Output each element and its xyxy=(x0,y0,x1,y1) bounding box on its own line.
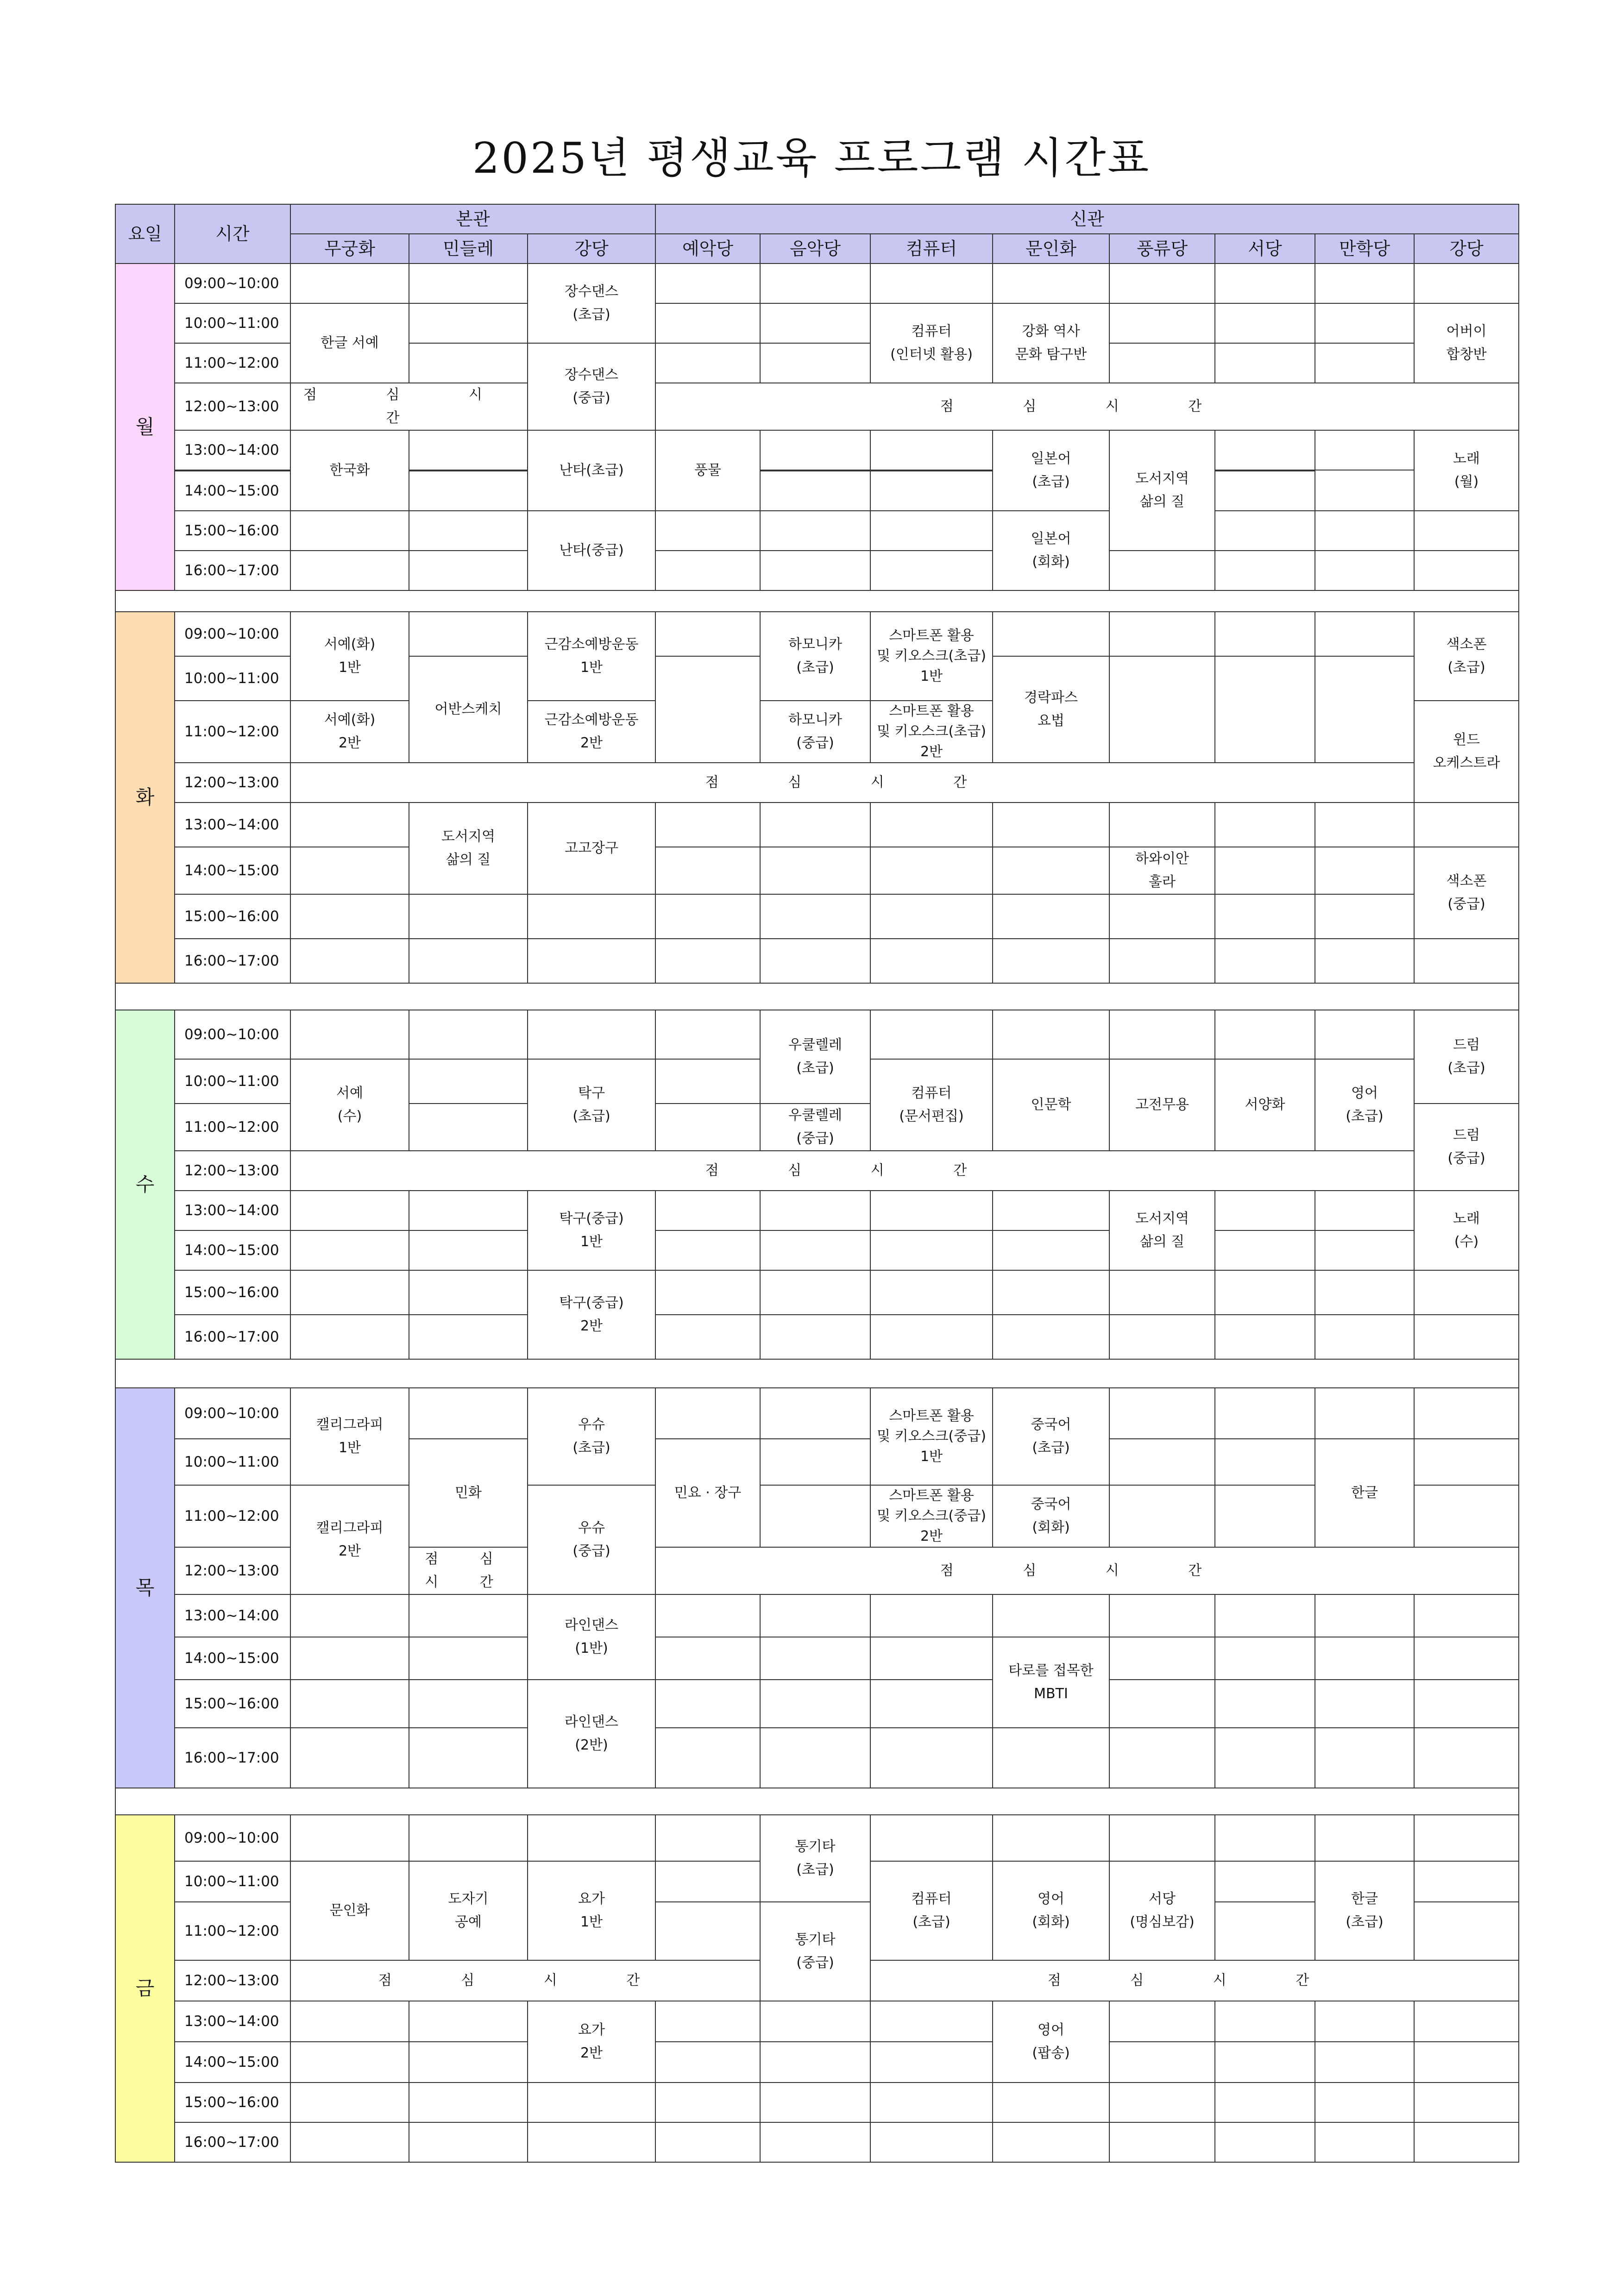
program-cell: 중국어 (초급) xyxy=(993,1388,1109,1485)
time-cell: 11:00~12:00 xyxy=(175,1485,290,1547)
program-cell: 라인댄스 (2반) xyxy=(528,1680,655,1788)
program-cell: 서당 (명심보감) xyxy=(1109,1861,1215,1960)
time-cell: 12:00~13:00 xyxy=(175,1151,290,1191)
program-cell: 스마트폰 활용 및 키오스크(초급) 2반 xyxy=(870,701,993,763)
program-cell: 컴퓨터 (초급) xyxy=(870,1861,993,1960)
program-cell: 컴퓨터 (인터넷 활용) xyxy=(870,303,993,383)
program-cell: 어버이 합창반 xyxy=(1414,303,1519,383)
program-cell: 우쿨렐레 (초급) xyxy=(760,1010,870,1104)
time-cell: 15:00~16:00 xyxy=(175,2083,290,2122)
program-cell: 고고장구 xyxy=(528,803,655,894)
time-cell: 11:00~12:00 xyxy=(175,343,290,383)
program-cell: 장수댄스 (중급) xyxy=(528,343,655,430)
time-cell: 11:00~12:00 xyxy=(175,1104,290,1151)
program-cell: 도서지역 삶의 질 xyxy=(1109,430,1215,551)
program-cell: 문인화 xyxy=(290,1861,409,1960)
time-cell: 14:00~15:00 xyxy=(175,2042,290,2083)
program-cell: 탁구 (초급) xyxy=(528,1059,655,1151)
program-cell: 하모니카 (초급) xyxy=(760,612,870,701)
program-cell: 요가 2반 xyxy=(528,2001,655,2083)
time-cell: 16:00~17:00 xyxy=(175,2122,290,2162)
program-cell: 통기타 (중급) xyxy=(760,1902,870,2001)
program-cell: 고전무용 xyxy=(1109,1059,1215,1151)
day-label-tue: 화 xyxy=(115,612,175,983)
program-cell: 도자기 공예 xyxy=(409,1861,528,1960)
program-cell: 우슈 (중급) xyxy=(528,1485,655,1594)
time-cell: 13:00~14:00 xyxy=(175,1191,290,1230)
room-header: 문인화 xyxy=(993,234,1109,263)
program-cell: 강화 역사 문화 탐구반 xyxy=(993,303,1109,383)
time-cell: 15:00~16:00 xyxy=(175,1270,290,1315)
program-cell: 하와이안 훌라 xyxy=(1109,847,1215,894)
time-cell: 10:00~11:00 xyxy=(175,1861,290,1902)
lunch-cell: 점 심 시 간 xyxy=(290,763,1414,803)
room-header: 만학당 xyxy=(1315,234,1414,263)
lunch-cell: 점 심 시 간 xyxy=(290,383,528,430)
day-label-mon: 월 xyxy=(115,263,175,590)
program-cell: 타로를 접목한 MBTI xyxy=(993,1637,1109,1728)
page-title: 2025년 평생교육 프로그램 시간표 xyxy=(472,133,1151,183)
time-cell: 16:00~17:00 xyxy=(175,1315,290,1359)
time-cell: 09:00~10:00 xyxy=(175,1010,290,1059)
program-cell: 어반스케치 xyxy=(409,656,528,763)
program-cell: 영어 (팝송) xyxy=(993,2001,1109,2083)
program-cell: 장수댄스 (초급) xyxy=(528,263,655,343)
time-cell: 16:00~17:00 xyxy=(175,1728,290,1788)
program-cell: 도서지역 삶의 질 xyxy=(409,803,528,894)
room-header: 음악당 xyxy=(760,234,870,263)
time-cell: 12:00~13:00 xyxy=(175,1960,290,2001)
time-cell: 15:00~16:00 xyxy=(175,894,290,939)
time-cell: 11:00~12:00 xyxy=(175,1902,290,1960)
program-cell: 색소폰 (중급) xyxy=(1414,847,1519,939)
program-cell: 풍물 xyxy=(655,430,760,511)
time-cell: 14:00~15:00 xyxy=(175,471,290,511)
time-cell: 10:00~11:00 xyxy=(175,303,290,343)
time-cell: 09:00~10:00 xyxy=(175,263,290,303)
program-cell: 경락파스 요법 xyxy=(993,656,1109,763)
program-cell: 중국어 (회화) xyxy=(993,1485,1109,1547)
header-singwan: 신관 xyxy=(655,204,1519,234)
program-cell: 인문학 xyxy=(993,1059,1109,1151)
program-cell: 서예(화) 2반 xyxy=(290,701,409,763)
time-cell: 16:00~17:00 xyxy=(175,939,290,983)
time-cell: 12:00~13:00 xyxy=(175,383,290,430)
program-cell: 한국화 xyxy=(290,430,409,511)
lunch-cell: 점 심 시 간 xyxy=(870,1960,1519,2001)
time-cell: 15:00~16:00 xyxy=(175,1680,290,1728)
program-cell: 서양화 xyxy=(1215,1059,1315,1151)
day-label-fri: 금 xyxy=(115,1815,175,2162)
program-cell: 스마트폰 활용 및 키오스크(중급) 1반 xyxy=(870,1388,993,1485)
lunch-cell: 점 심 시 간 xyxy=(655,383,1519,430)
day-label-thu: 목 xyxy=(115,1388,175,1788)
lunch-cell: 점 심 시 간 xyxy=(290,1960,760,2001)
program-cell: 영어 (회화) xyxy=(993,1861,1109,1960)
time-cell: 16:00~17:00 xyxy=(175,551,290,590)
program-cell: 컴퓨터 (문서편집) xyxy=(870,1059,993,1151)
program-cell: 요가 1반 xyxy=(528,1861,655,1960)
program-cell: 노래 (월) xyxy=(1414,430,1519,511)
time-cell: 10:00~11:00 xyxy=(175,1439,290,1485)
program-cell: 한글 xyxy=(1315,1439,1414,1547)
program-cell: 라인댄스 (1반) xyxy=(528,1594,655,1680)
room-header: 민들레 xyxy=(409,234,528,263)
program-cell: 민요 · 장구 xyxy=(655,1439,760,1547)
program-cell: 민화 xyxy=(409,1439,528,1547)
time-cell: 13:00~14:00 xyxy=(175,1594,290,1637)
time-cell: 14:00~15:00 xyxy=(175,1637,290,1680)
time-cell: 13:00~14:00 xyxy=(175,803,290,847)
room-header: 무궁화 xyxy=(290,234,409,263)
program-cell: 스마트폰 활용 및 키오스크(초급) 1반 xyxy=(870,612,993,701)
time-cell: 09:00~10:00 xyxy=(175,1388,290,1439)
time-cell: 10:00~11:00 xyxy=(175,1059,290,1104)
time-cell: 12:00~13:00 xyxy=(175,1547,290,1594)
time-cell: 13:00~14:00 xyxy=(175,430,290,470)
program-cell: 드럼 (중급) xyxy=(1414,1104,1519,1191)
room-header: 강당 xyxy=(528,234,655,263)
program-cell: 탁구(중급) 2반 xyxy=(528,1270,655,1359)
time-cell: 11:00~12:00 xyxy=(175,701,290,763)
program-cell: 우쿨렐레 (중급) xyxy=(760,1104,870,1151)
header-time: 시간 xyxy=(175,204,290,263)
program-cell: 도서지역 삶의 질 xyxy=(1109,1191,1215,1270)
program-cell: 하모니카 (중급) xyxy=(760,701,870,763)
program-cell: 근감소예방운동 2반 xyxy=(528,701,655,763)
room-header: 예악당 xyxy=(655,234,760,263)
program-cell: 일본어 (회화) xyxy=(993,511,1109,590)
time-cell: 09:00~10:00 xyxy=(175,1815,290,1861)
time-cell: 15:00~16:00 xyxy=(175,511,290,551)
program-cell: 난타(초급) xyxy=(528,430,655,511)
program-cell: 서예 (수) xyxy=(290,1059,409,1151)
time-cell: 14:00~15:00 xyxy=(175,1230,290,1270)
lunch-cell: 점 심 시 간 xyxy=(409,1547,528,1594)
program-cell: 노래 (수) xyxy=(1414,1191,1519,1270)
program-cell: 스마트폰 활용 및 키오스크(중급) 2반 xyxy=(870,1485,993,1547)
program-cell: 난타(중급) xyxy=(528,511,655,590)
room-header: 강당 xyxy=(1414,234,1519,263)
program-cell: 캘리그라피 1반 xyxy=(290,1388,409,1485)
time-cell: 12:00~13:00 xyxy=(175,763,290,803)
program-cell: 드럼 (초급) xyxy=(1414,1010,1519,1104)
program-cell: 우슈 (초급) xyxy=(528,1388,655,1485)
program-cell: 색소폰 (초급) xyxy=(1414,612,1519,701)
program-cell: 통기타 (초급) xyxy=(760,1815,870,1902)
lunch-cell: 점 심 시 간 xyxy=(290,1151,1414,1191)
lunch-cell: 점 심 시 간 xyxy=(655,1547,1519,1594)
program-cell: 한글 (초급) xyxy=(1315,1861,1414,1960)
timetable xyxy=(115,204,1519,2163)
program-cell: 근감소예방운동 1반 xyxy=(528,612,655,701)
header-day: 요일 xyxy=(115,204,175,263)
program-cell: 윈드 오케스트라 xyxy=(1414,701,1519,803)
time-cell: 13:00~14:00 xyxy=(175,2001,290,2042)
program-cell: 탁구(중급) 1반 xyxy=(528,1191,655,1270)
program-cell: 캘리그라피 2반 xyxy=(290,1485,409,1594)
program-cell: 영어 (초급) xyxy=(1315,1059,1414,1151)
room-header: 컴퓨터 xyxy=(870,234,993,263)
time-cell: 10:00~11:00 xyxy=(175,656,290,701)
program-cell: 서예(화) 1반 xyxy=(290,612,409,701)
program-cell: 일본어 (초급) xyxy=(993,430,1109,511)
time-cell: 09:00~10:00 xyxy=(175,612,290,656)
time-cell: 14:00~15:00 xyxy=(175,847,290,894)
room-header: 풍류당 xyxy=(1109,234,1215,263)
day-label-wed: 수 xyxy=(115,1010,175,1359)
room-header: 서당 xyxy=(1215,234,1315,263)
program-cell: 한글 서예 xyxy=(290,303,409,383)
header-bongwan: 본관 xyxy=(290,204,655,234)
